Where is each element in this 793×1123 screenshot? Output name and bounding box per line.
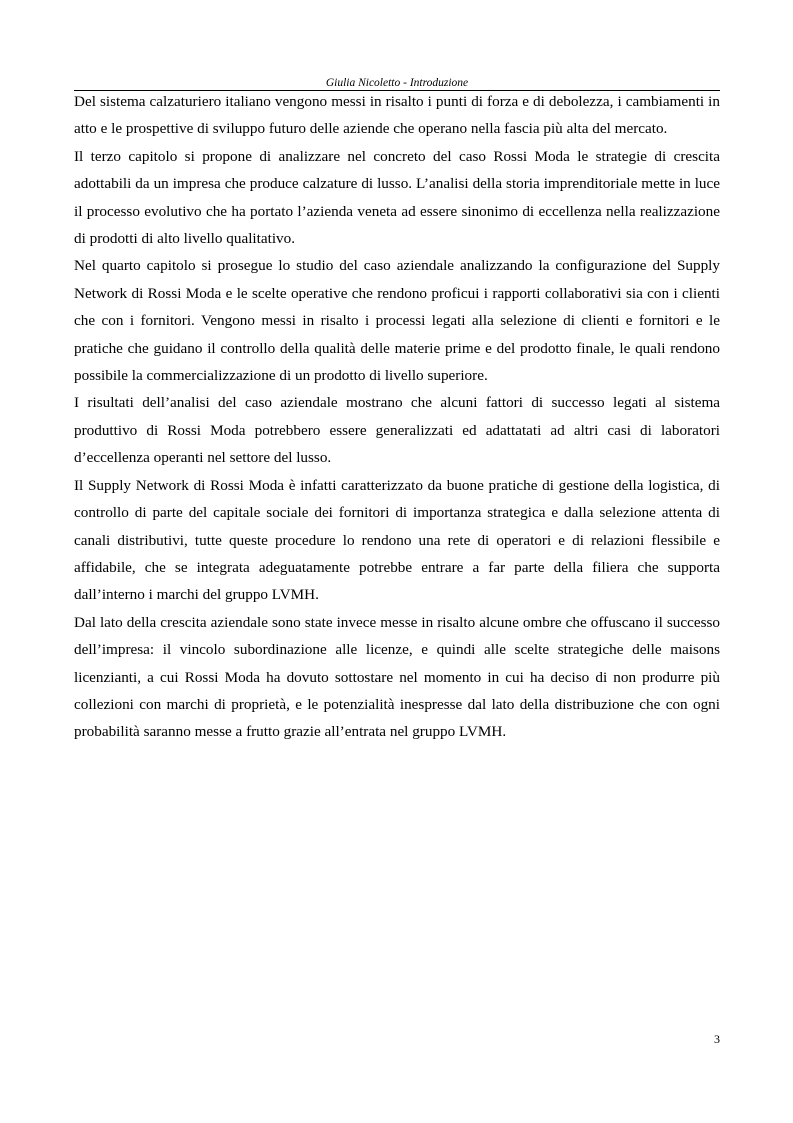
paragraph-chapter-four: Nel quarto capitolo si prosegue lo studio del caso aziendale analizzando la configurazione del Supply Network di Rossi Moda e le scelte operative che rendono proficui i rapporti collaborativi sia con i clienti che con i fornitori. Vengono messi in risalto i processi legati alla selezione di clienti e fornitori e le pratiche che guidano il controllo della qualità delle materie prime e del prodotto finale, le quali rendono possibile la commercializzazione di un prodotto di livello superiore. [74,257,720,385]
running-header: Giulia Nicoletto - Introduzione [325,77,469,89]
page-number: 3 [714,1032,720,1046]
paragraph-chapter-three: Il terzo capitolo si propone di analizzare nel concreto del caso Rossi Moda le strategie di crescita adottabili da un impresa che produce calzature di lusso. L’analisi della storia imprenditoriale mette in luce il processo evolutivo che ha portato l’azienda veneta ad essere sinonimo di eccellenza nella realizzazione di prodotti di alto livello qualitativo. [74,147,720,248]
paragraph-supply-network: Il Supply Network di Rossi Moda è infatti caratterizzato da buone pratiche di gestione della logistica, di controllo di parte del capitale sociale dei fornitori di importanza strategica e dalla selezione attenta di canali distributivi, tutte queste procedure lo rendono una rete di operatori e di relazioni flessibile e affidabile, che se integrata adeguatamente potrebbe entrare a far parte della filiera che supporta dall’interno i marchi del gruppo LVMH. [74,476,720,604]
paragraph-system-overview: Del sistema calzaturiero italiano vengono messi in risalto i punti di forza e di debolezza, i cambiamenti in atto e le prospettive di sviluppo futuro delle aziende che operano nella fascia più alta del mercato. [74,93,720,138]
paragraph-growth: Dal lato della crescita aziendale sono state invece messe in risalto alcune ombre che offuscano il successo dell’impresa: il vincolo subordinazione alle licenze, e quindi alle scelte strategiche delle maisons licenzianti, a cui Rossi Moda ha dovuto sottostare nel momento in cui ha deciso di non produrre più collezioni con marchi di proprietà, e le potenzialità inespresse dal lato della distribuzione che con ogni probabilità saranno messe a frutto grazie all’entrata nel gruppo LVMH. [74,613,720,741]
body-text [74,88,720,746]
paragraph-results: I risultati dell’analisi del caso aziendale mostrano che alcuni fattori di successo legati al sistema produttivo di Rossi Moda potrebbero essere generalizzati ed adattatati ad altri casi di laboratori d’eccellenza operanti nel settore del lusso. [74,394,720,467]
